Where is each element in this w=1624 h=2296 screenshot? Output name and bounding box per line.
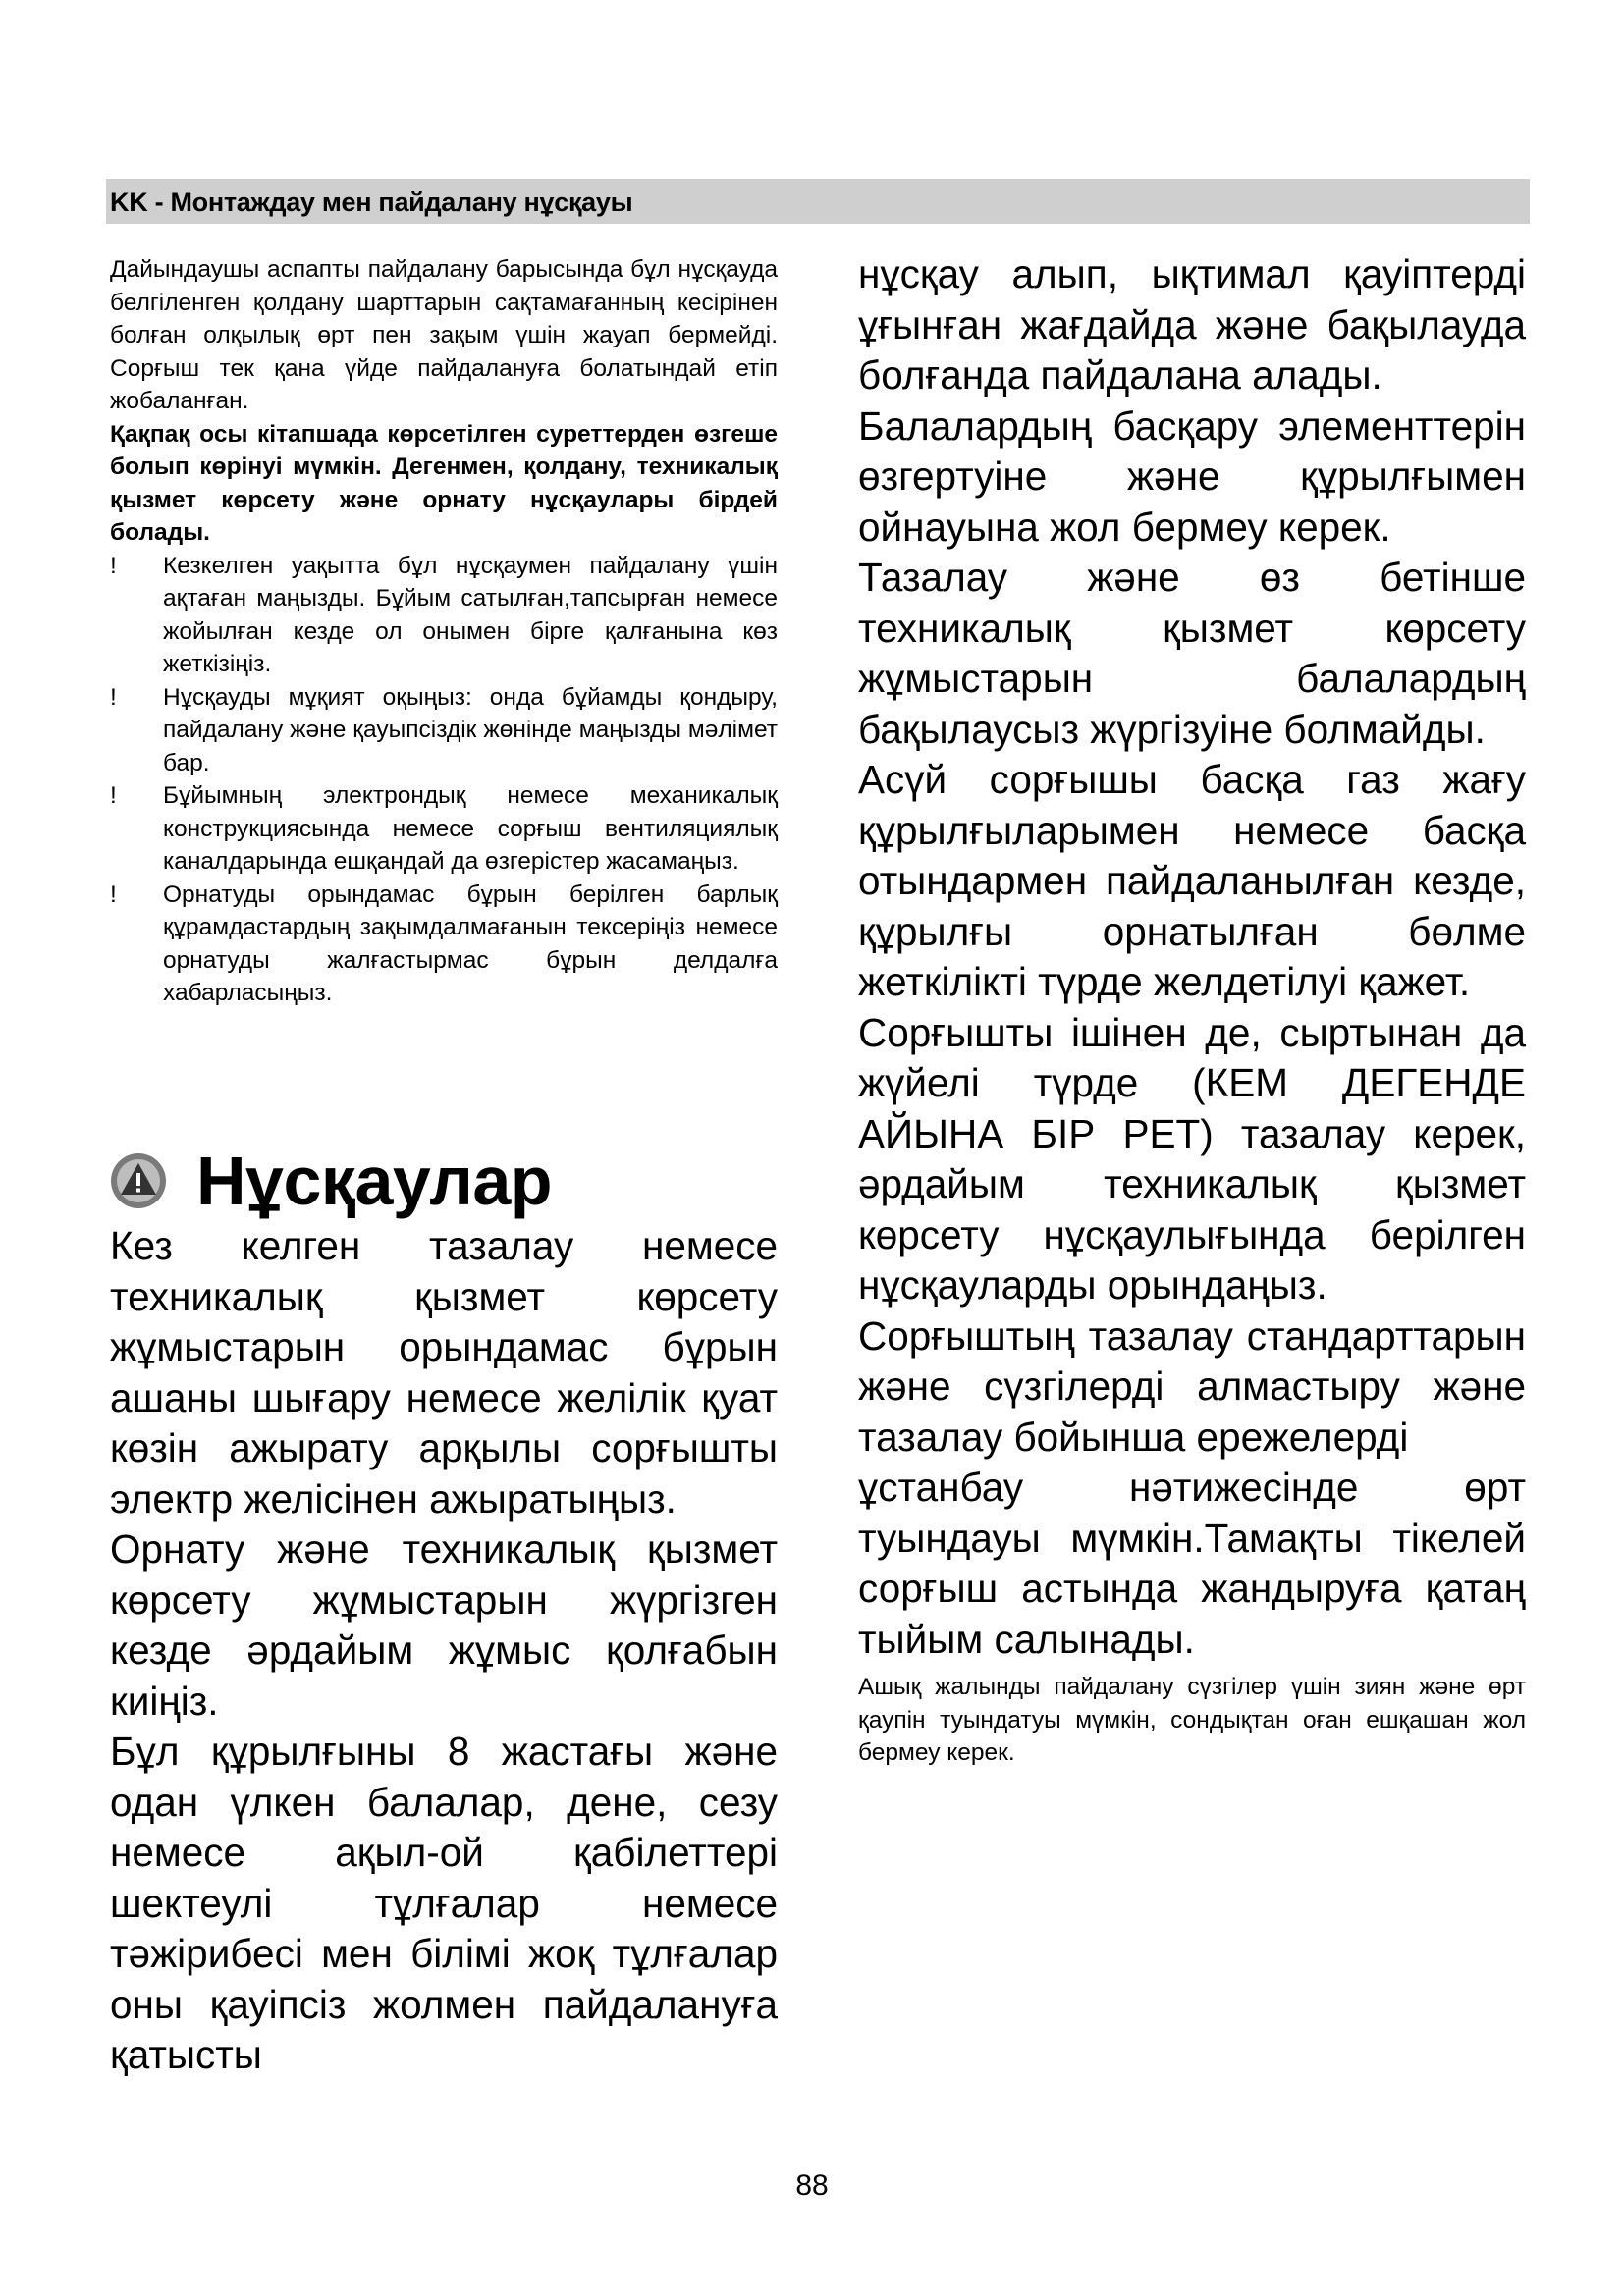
header-title: KK - Монтаждау мен пайдалану нұсқауы: [110, 187, 633, 217]
instruction-paragraph: Орнату және техникалық қызмет көрсету жұмыстарын жүргізген кезде әрдайым жұмыс қолғабын киіңіз.: [110, 1526, 778, 1724]
intro-bold-note: Қақпақ осы кітапшада көрсетілген суреттерден өзгеше болып көрінуі мүмкін. Дегенмен, қолдану, техникалық қызмет көрсету және орнату нұсқаулары бірдей болады.: [110, 420, 778, 546]
bullet-item: [110, 550, 778, 681]
section-header-bar: [106, 179, 1530, 224]
bullet-mark: !: [110, 782, 117, 809]
instruction-paragraph: Сорғыштың тазалау стандарттарын және сүзгілерді алмастыру және тазалау бойынша ережелерді: [858, 1312, 1526, 1460]
bullet-text: Кезкелген уақытта бұл нұсқаумен пайдалану үшін ақтаған маңызды. Бұйым сатылған,тапсырған немесе жойылған кезде ол онымен бірге қалғанына көз жеткізіңіз.: [163, 552, 778, 677]
intro-paragraph: Дайындаушы аспапты пайдалану барысында бұл нұсқауда белгіленген қолдану шарттарын сақтамағанның кесірінен болған олқылық өрт пен зақым үшін жауап бермейді. Сорғыш тек қана үйде пайдалануға болатындай етіп жобаланған.: [110, 256, 778, 414]
section-title: Нұсқаулар: [196, 1143, 553, 1219]
intro-block: [110, 253, 778, 1010]
instruction-paragraph: Асүй сорғышы басқа газ жағу құрылғыларымен немесе басқа отындармен пайдаланылған кезде, құрылғы орнатылған бөлме жеткілікті түрде желдетілуі қажет.: [858, 757, 1526, 1004]
instruction-paragraph: Сорғышты ішінен де, сыртынан да жүйелі түрде (КЕМ ДЕГЕНДЕ АЙЫНА БІР РЕТ) тазалау керек, әрдайым техникалық қызмет көрсету нұсқаулығында берілген нұсқауларды орындаңыз.: [858, 1009, 1526, 1308]
instruction-paragraph: Тазалау және өз бетінше техникалық қызмет көрсету жұмыстарын балалардың бақылаусыз жүргізуіне болмайды.: [858, 555, 1526, 752]
page-number: 88: [795, 2169, 829, 2202]
instruction-paragraph: ұстанбау нәтижесінде өрт туындауы мүмкін.Тамақты тікелей сорғыш астында жандыруға қатаң тыйым салынады.: [858, 1465, 1526, 1662]
bullet-mark: !: [110, 881, 117, 908]
instruction-paragraph: Кез келген тазалау немесе техникалық қызмет көрсету жұмыстарын орындамас бұрын ашаны шығару немесе желілік қуат көзін ажырату арқылы сорғышты электр желісінен ажыратыңыз.: [110, 1223, 778, 1522]
instruction-paragraph: Балалардың басқару элементтерін өзгертуіне және құрылғымен ойнауына жол бермеу керек.: [858, 402, 1526, 550]
bullet-item: [110, 779, 778, 879]
instruction-paragraph: Бұл құрылғыны 8 жастағы және одан үлкен балалар, дене, сезу немесе ақыл-ой қабілеттері шектеулі тұлғалар немесе тәжірибесі мен білімі жоқ тұлғалар оны қауіпсіз жолмен пайдалануға қатысты: [110, 1729, 778, 2077]
instructions-left: [110, 1221, 778, 2081]
bullet-item: [110, 681, 778, 780]
bullet-mark: !: [110, 552, 117, 579]
bullet-mark: !: [110, 683, 117, 711]
warning-triangle-icon: [110, 1152, 167, 1209]
section-heading: [110, 1137, 552, 1225]
instruction-paragraph: нұсқау алып, ықтимал қауіптерді ұғынған жағдайда және бақылауда болғанда пайдалана алады.: [858, 251, 1526, 398]
small-note: Ашық жалынды пайдалану сүзгілер үшін зиян және өрт қаупін туындатуы мүмкін, сондықтан оған ешқашан жол бермеу керек.: [858, 1674, 1526, 1766]
bullet-text: Нұсқауды мұқият оқыңыз: онда бұйамды қондыру, пайдалану және қауыпсіздік жөнінде маңызды мәлімет бар.: [163, 683, 778, 776]
instructions-right: [858, 249, 1526, 1770]
bullet-text: Бұйымның электрондық немесе механикалық конструкциясында немесе сорғыш вентиляциялық каналдарында ешқандай да өзгерістер жасамаңыз.: [163, 782, 778, 875]
bullet-text: Орнатуды орындамас бұрын берілген барлық құрамдастардың зақымдалмағанын тексеріңіз немесе орнатуды жалғастырмас бұрын делдалға хабарласыңыз.: [163, 881, 778, 1006]
bullet-item: [110, 879, 778, 1010]
